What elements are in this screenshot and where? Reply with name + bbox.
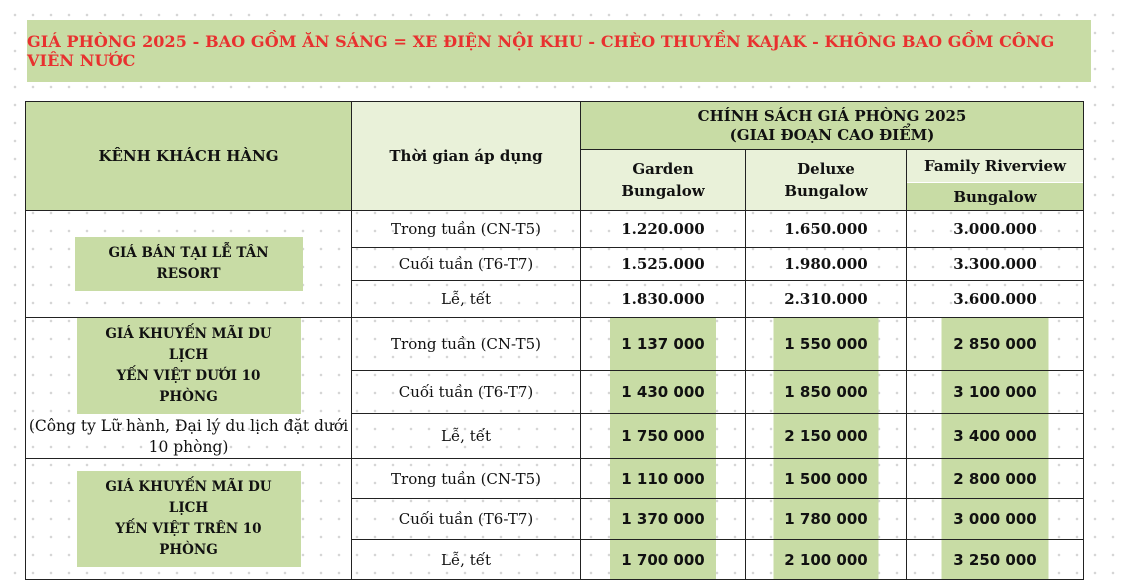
header-family	[907, 150, 1084, 211]
price-deluxe: 1.650.000	[746, 211, 907, 248]
price-family	[907, 318, 1084, 371]
period-weekend: Cuối tuần (T6-T7)	[352, 499, 581, 540]
channel-label-2: YẾN VIỆT DƯỚI 10 PHÒNG	[116, 368, 261, 405]
channel-reception-box	[75, 237, 303, 291]
period-weekend: Cuối tuần (T6-T7)	[352, 370, 581, 413]
price-garden	[581, 318, 746, 371]
price-banner	[27, 20, 1091, 82]
price-value: 1 110 000	[610, 459, 716, 498]
price-family: 3.600.000	[907, 281, 1084, 318]
price-garden	[581, 459, 746, 499]
family-label-1: Family Riverview	[907, 150, 1083, 183]
price-garden: 1.830.000	[581, 281, 746, 318]
deluxe-label-1: Deluxe	[797, 160, 855, 178]
period-weekday: Trong tuần (CN-T5)	[352, 318, 581, 371]
header-garden	[581, 150, 746, 211]
price-family	[907, 459, 1084, 499]
garden-label-1: Garden	[632, 160, 694, 178]
price-value: 1 700 000	[610, 540, 716, 579]
price-family: 3.300.000	[907, 248, 1084, 281]
header-time	[352, 102, 581, 211]
price-garden	[581, 414, 746, 459]
header-channel-label: KÊNH KHÁCH HÀNG	[98, 147, 279, 165]
channel-reception	[26, 211, 352, 318]
price-value: 2 150 000	[774, 414, 879, 458]
price-family	[907, 370, 1084, 413]
price-value: 1 500 000	[774, 459, 879, 498]
price-value: 2 800 000	[942, 459, 1049, 498]
price-value: 1 430 000	[610, 371, 716, 413]
deluxe-label-2: Bungalow	[784, 182, 868, 200]
price-deluxe	[746, 318, 907, 371]
price-value: 1 550 000	[774, 318, 879, 370]
garden-label-2: Bungalow	[621, 182, 705, 200]
price-garden: 1.525.000	[581, 248, 746, 281]
channel-promo-under-10	[26, 318, 352, 459]
period-holiday: Lễ, tết	[352, 414, 581, 459]
price-family	[907, 414, 1084, 459]
family-label-2: Bungalow	[907, 183, 1083, 210]
header-time-label: Thời gian áp dụng	[389, 147, 543, 165]
channel-label-2: YẾN VIỆT TRÊN 10 PHÒNG	[115, 521, 262, 558]
price-value: 1 850 000	[774, 371, 879, 413]
channel-label-1: GIÁ KHUYẾN MÃI DU LỊCH	[105, 479, 272, 516]
period-holiday: Lễ, tết	[352, 540, 581, 580]
period-weekday: Trong tuần (CN-T5)	[352, 459, 581, 499]
period-weekend: Cuối tuần (T6-T7)	[352, 248, 581, 281]
price-deluxe: 1.980.000	[746, 248, 907, 281]
price-deluxe	[746, 499, 907, 540]
price-garden	[581, 540, 746, 580]
price-family: 3.000.000	[907, 211, 1084, 248]
channel-promo-under-10-box	[77, 318, 301, 414]
channel-label: GIÁ BÁN TẠI LỄ TÂN RESORT	[108, 245, 269, 282]
price-value: 3 000 000	[942, 499, 1049, 539]
price-value: 3 100 000	[942, 371, 1049, 413]
price-value: 2 100 000	[774, 540, 879, 579]
price-value: 1 780 000	[774, 499, 879, 539]
channel-promo-over-10	[26, 459, 352, 580]
price-value: 3 400 000	[942, 414, 1049, 458]
price-garden: 1.220.000	[581, 211, 746, 248]
channel-note: (Công ty Lữ hành, Đại lý du lịch đặt dưới 10 phòng)	[28, 417, 349, 456]
price-value: 1 750 000	[610, 414, 716, 458]
price-garden	[581, 499, 746, 540]
price-value: 2 850 000	[942, 318, 1049, 370]
price-deluxe	[746, 370, 907, 413]
price-value: 3 250 000	[942, 540, 1049, 579]
policy-title: CHÍNH SÁCH GIÁ PHÒNG 2025	[697, 106, 967, 125]
price-value: 1 370 000	[610, 499, 716, 539]
channel-label-1: GIÁ KHUYẾN MÃI DU LỊCH	[105, 326, 272, 363]
policy-subtitle: (GIAI ĐOẠN CAO ĐIỂM)	[729, 125, 935, 144]
header-deluxe	[746, 150, 907, 211]
price-deluxe	[746, 414, 907, 459]
banner-text: GIÁ PHÒNG 2025 - BAO GỒM ĂN SÁNG = XE ĐIỆN NỘI KHU - CHÈO THUYỀN KAJAK - KHÔNG BAO GỒM CÔNG VIÊN NƯỚC	[27, 32, 1055, 70]
price-deluxe: 2.310.000	[746, 281, 907, 318]
price-family	[907, 499, 1084, 540]
header-channel	[26, 102, 352, 211]
price-table	[25, 101, 1084, 580]
channel-promo-over-10-box	[77, 471, 301, 567]
period-weekday: Trong tuần (CN-T5)	[352, 211, 581, 248]
header-policy	[581, 102, 1084, 150]
price-garden	[581, 370, 746, 413]
price-family	[907, 540, 1084, 580]
price-deluxe	[746, 540, 907, 580]
period-holiday: Lễ, tết	[352, 281, 581, 318]
price-value: 1 137 000	[610, 318, 716, 370]
price-deluxe	[746, 459, 907, 499]
